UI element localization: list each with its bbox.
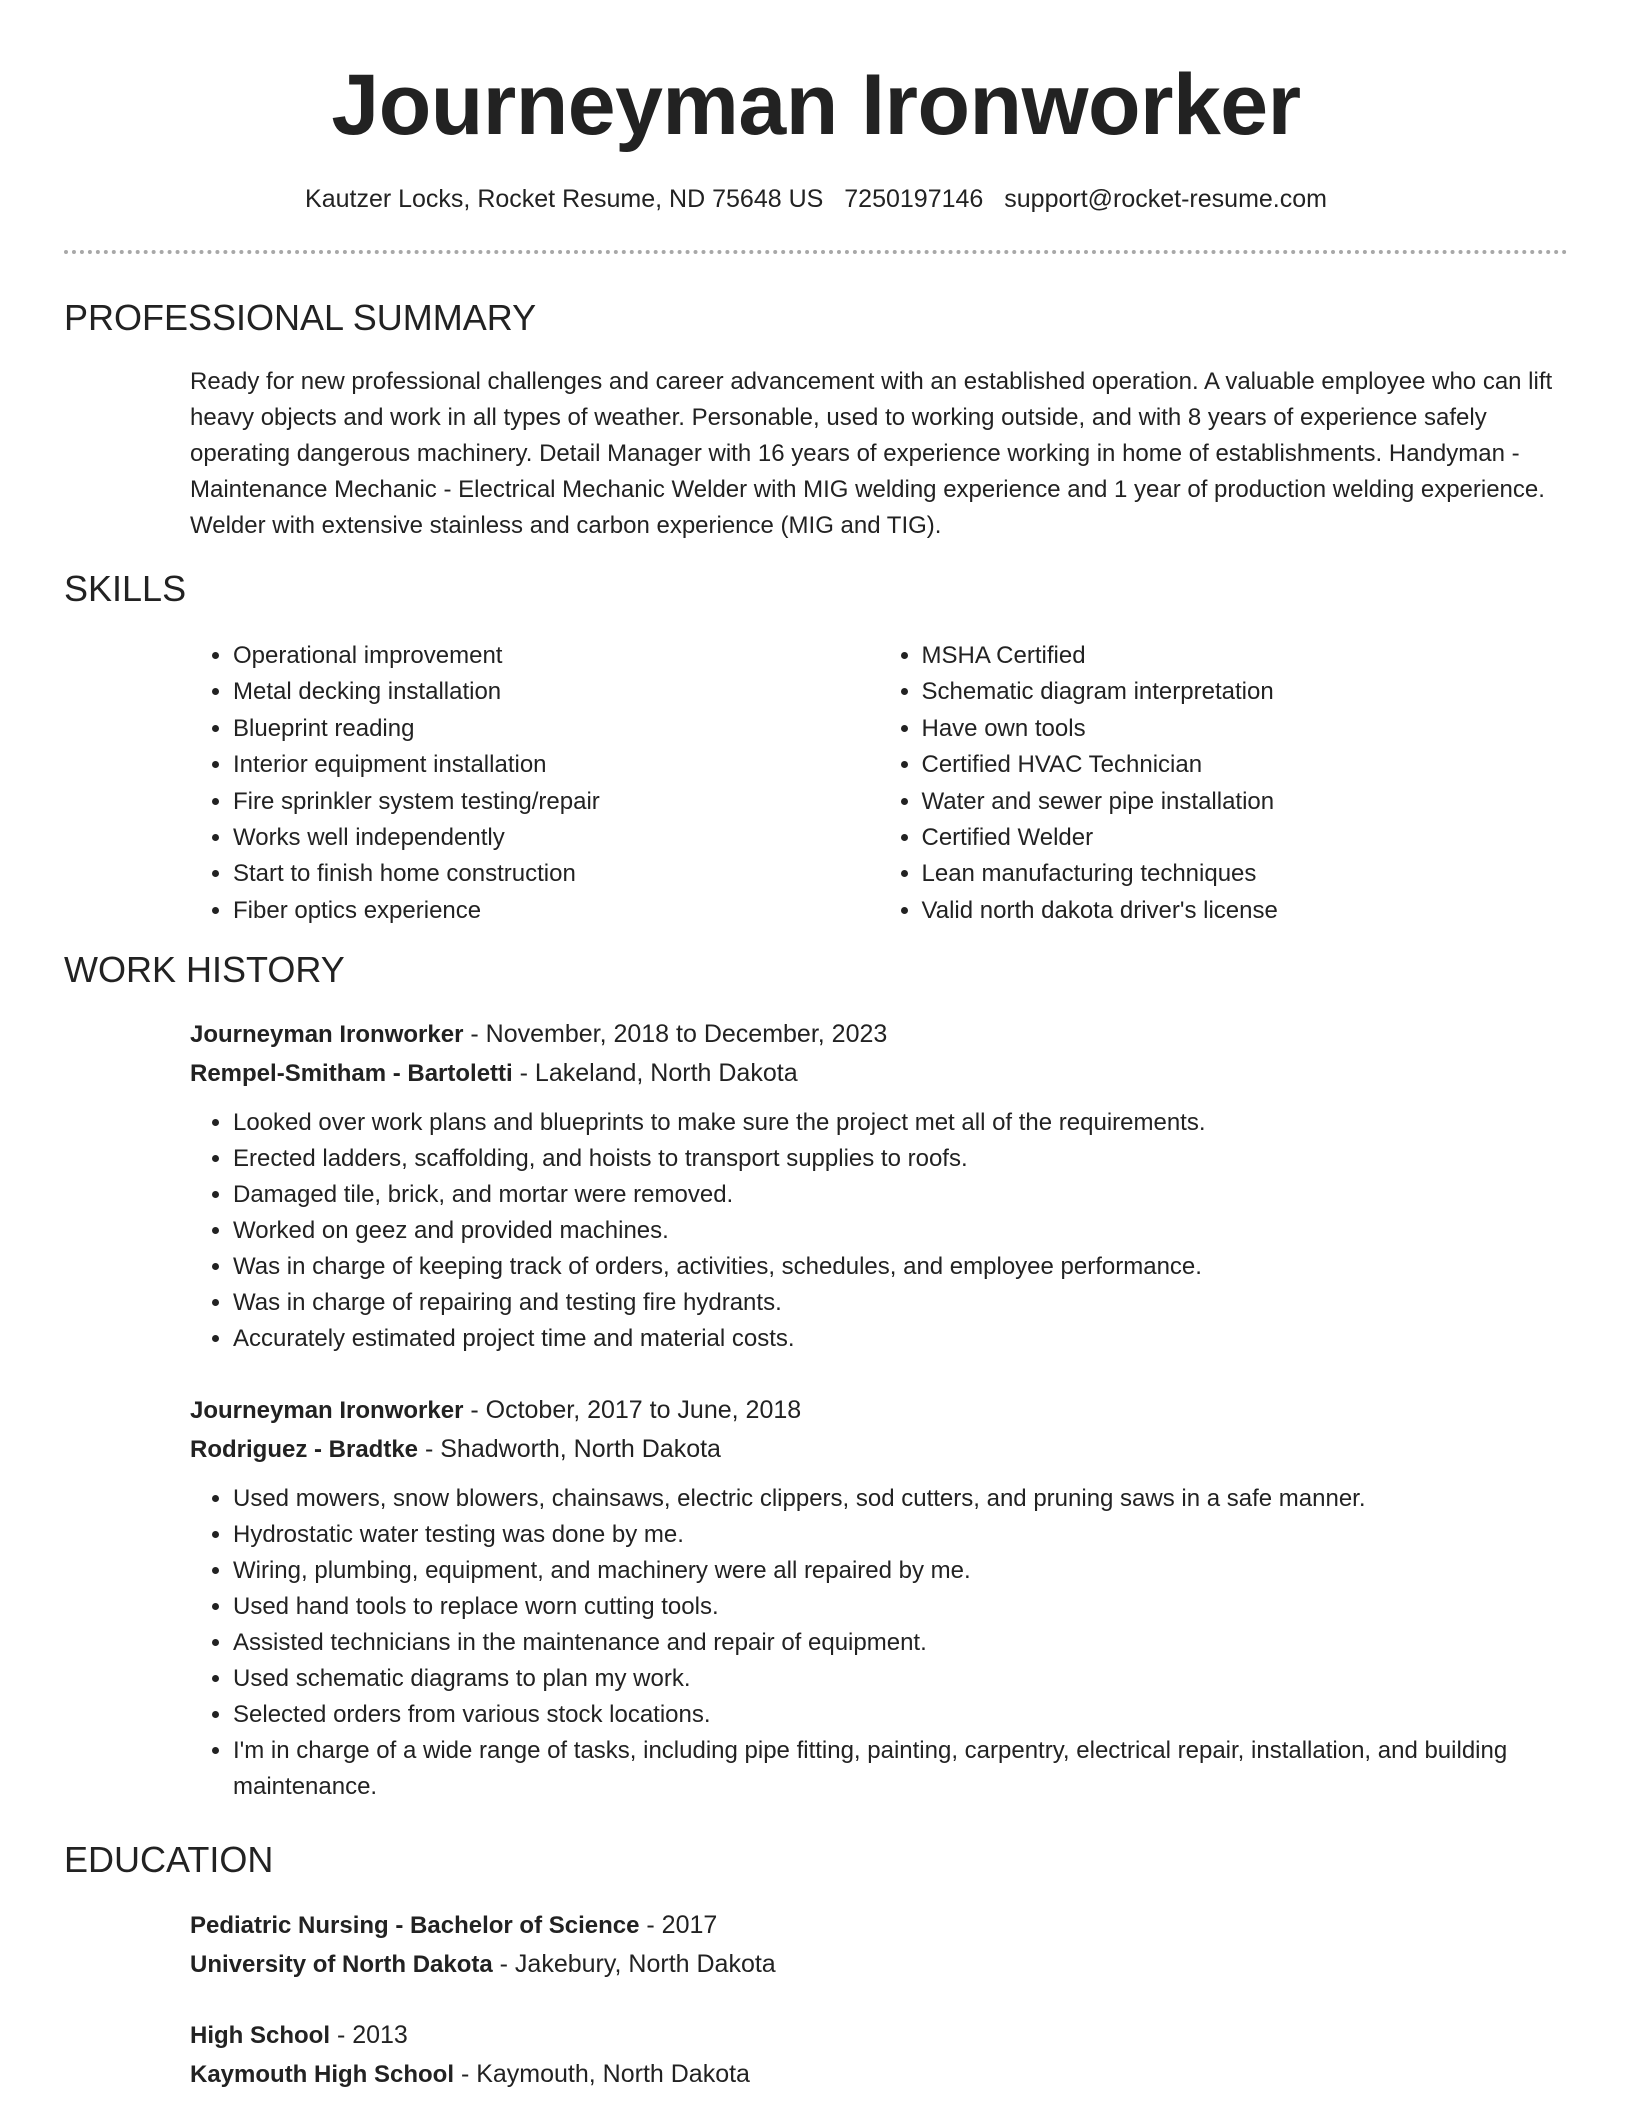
skill-item: • Fiber optics experience	[233, 893, 879, 929]
job-bullet: • Selected orders from various stock locations.	[233, 1697, 1567, 1733]
section-title-skills: SKILLS	[64, 568, 187, 609]
education-entry	[190, 2016, 1567, 2094]
job-title-line	[190, 1015, 1567, 1054]
skill-item: • Lean manufacturing techniques	[922, 856, 1568, 892]
job-bullet: • Hydrostatic water testing was done by me.	[233, 1517, 1567, 1553]
job-bullets	[190, 1105, 1567, 1357]
job-location: - Lakeland, North Dakota	[512, 1059, 798, 1087]
job-position: Journeyman Ironworker	[190, 1021, 464, 1048]
job-dates: - November, 2018 to December, 2023	[463, 1020, 888, 1048]
section-title-work-history: WORK HISTORY	[64, 949, 345, 990]
education-location: - Jakebury, North Dakota	[492, 1950, 776, 1978]
job-bullet: • Wiring, plumbing, equipment, and machinery were all repaired by me.	[233, 1553, 1567, 1589]
section-title-education: EDUCATION	[64, 1839, 274, 1880]
skill-item: • Works well independently	[233, 820, 879, 856]
job-bullet: • Used schematic diagrams to plan my work.	[233, 1661, 1567, 1697]
job-bullet: • Erected ladders, scaffolding, and hoists to transport supplies to roofs.	[233, 1141, 1567, 1177]
education-school-line	[190, 1945, 1567, 1984]
job-bullet: • Assisted technicians in the maintenance and repair of equipment.	[233, 1625, 1567, 1661]
skill-item: • Operational improvement	[233, 638, 879, 674]
contact-line	[0, 181, 1632, 217]
job-company: Rodriguez - Bradtke	[190, 1436, 419, 1463]
skill-item: • Interior equipment installation	[233, 747, 879, 783]
skill-item: • Start to finish home construction	[233, 856, 879, 892]
job-entry	[190, 1391, 1567, 1805]
section-title-summary: PROFESSIONAL SUMMARY	[64, 297, 537, 338]
education-year: - 2017	[639, 1911, 718, 1939]
job-bullet: • Was in charge of keeping track of orders, activities, schedules, and employee performance.	[233, 1249, 1567, 1285]
skill-item: • Valid north dakota driver's license	[922, 893, 1568, 929]
education-entry	[190, 1906, 1567, 1984]
education-degree-line	[190, 1906, 1567, 1945]
skills-column-left	[190, 638, 879, 929]
skill-item: • Blueprint reading	[233, 711, 879, 747]
job-bullets	[190, 1481, 1567, 1805]
skill-item: • Fire sprinkler system testing/repair	[233, 784, 879, 820]
summary-text: Ready for new professional challenges and career advancement with an established operation. A valuable employee who can lift heavy objects and work in all types of weather. Personable, used to working outside, and with 8 years of experience safely operating dangerous machinery. Detail Manager with 16 years of experience working in home of establishments. Handyman - Maintenance Mechanic - Electrical Mechanic Welder with MIG welding experience and 1 year of production welding experience. Welder with extensive stainless and carbon experience (MIG and TIG).	[190, 368, 1553, 539]
job-bullet: • Looked over work plans and blueprints to make sure the project met all of the requirements.	[233, 1105, 1567, 1141]
skill-item: • Schematic diagram interpretation	[922, 674, 1568, 710]
header-divider	[64, 250, 1568, 254]
skill-item: • MSHA Certified	[922, 638, 1568, 674]
job-bullet: • Damaged tile, brick, and mortar were removed.	[233, 1177, 1567, 1213]
job-bullet: • Accurately estimated project time and material costs.	[233, 1321, 1567, 1357]
job-company-line	[190, 1054, 1567, 1093]
skill-item: • Water and sewer pipe installation	[922, 784, 1568, 820]
resume-name: Journeyman Ironworker	[331, 57, 1301, 153]
job-location: - Shadworth, North Dakota	[418, 1435, 721, 1463]
job-entry	[190, 1015, 1567, 1357]
education-year: - 2013	[330, 2021, 408, 2049]
skills-list	[190, 638, 1567, 929]
job-bullet: • I'm in charge of a wide range of tasks, including pipe fitting, painting, carpentry, electrical repair, installation, and building maintenance.	[233, 1733, 1567, 1805]
job-bullet: • Worked on geez and provided machines.	[233, 1213, 1567, 1249]
job-company: Rempel-Smitham - Bartoletti	[190, 1060, 513, 1087]
skill-item: • Have own tools	[922, 711, 1568, 747]
skill-item: • Metal decking installation	[233, 674, 879, 710]
skill-item: • Certified Welder	[922, 820, 1568, 856]
job-company-line	[190, 1430, 1567, 1469]
job-bullet: • Was in charge of repairing and testing fire hydrants.	[233, 1285, 1567, 1321]
education-school-line	[190, 2055, 1567, 2094]
job-position: Journeyman Ironworker	[190, 1397, 464, 1424]
skill-item: • Certified HVAC Technician	[922, 747, 1568, 783]
contact-address: Kautzer Locks, Rocket Resume, ND 75648 US	[305, 185, 824, 213]
education-school: University of North Dakota	[190, 1951, 493, 1978]
skills-column-right	[879, 638, 1568, 929]
job-dates: - October, 2017 to June, 2018	[463, 1396, 802, 1424]
job-bullet: • Used hand tools to replace worn cutting tools.	[233, 1589, 1567, 1625]
education-school: Kaymouth High School	[190, 2061, 454, 2088]
contact-phone: 7250197146	[844, 185, 984, 213]
contact-email: support@rocket-resume.com	[1004, 185, 1327, 213]
education-degree: Pediatric Nursing - Bachelor of Science	[190, 1912, 640, 1939]
education-location: - Kaymouth, North Dakota	[454, 2060, 750, 2088]
education-degree: High School	[190, 2022, 330, 2049]
job-bullet: • Used mowers, snow blowers, chainsaws, electric clippers, sod cutters, and pruning saws in a safe manner.	[233, 1481, 1567, 1517]
job-title-line	[190, 1391, 1567, 1430]
education-degree-line	[190, 2016, 1567, 2055]
